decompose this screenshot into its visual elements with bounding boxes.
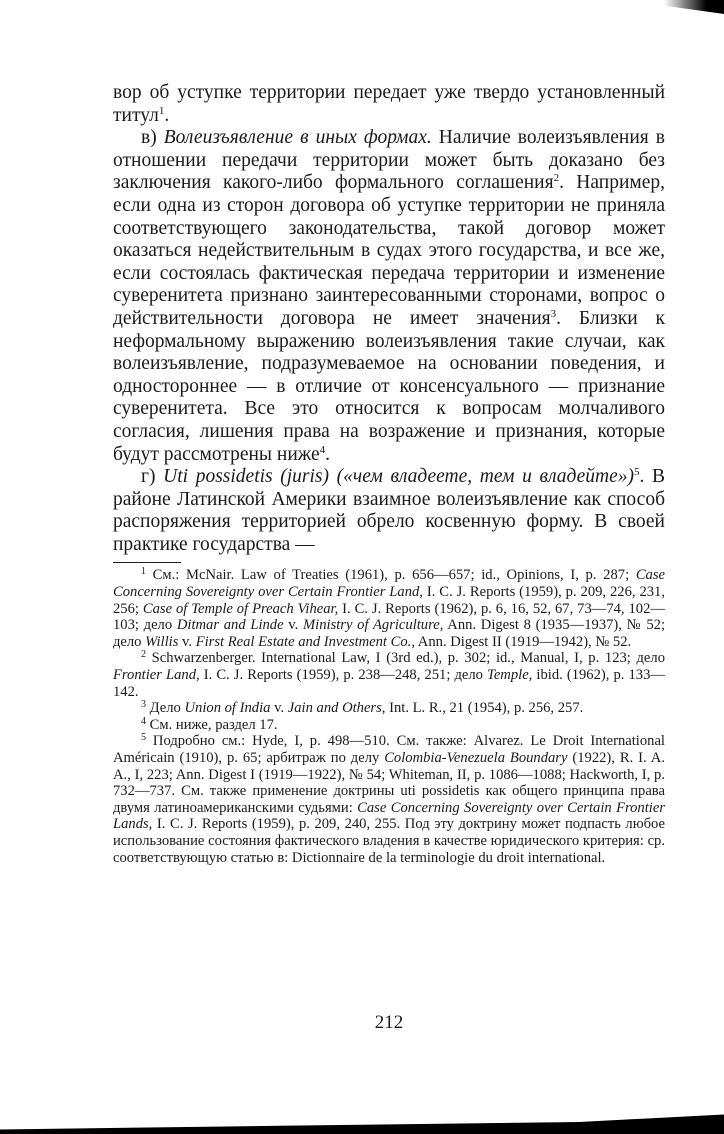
footnote-ref: 1 <box>158 104 165 117</box>
footnote-4: $^4$ См. ниже, раздел 17. <box>141 715 278 733</box>
page-number: 212 <box>374 1012 404 1033</box>
footnotes <box>113 567 665 866</box>
section-heading-v: Волеизъявление в иных формах. <box>163 127 432 149</box>
footnote-ref: 3 <box>550 307 557 320</box>
footnote-ref: 2 <box>553 172 560 185</box>
footnote-3: $^3$ Дело Union of India v. Jain and Others, Int. L. R., 21 (1954), p. 256, 257. <box>141 699 584 717</box>
scan-edge-bottom <box>0 1104 724 1134</box>
book-page <box>113 82 666 1033</box>
footnote-5: $^5$ Подробно см.: Hyde, I, p. 498—510. См. также: Alvarez. Le Droit International Américain (1910), p. 65; арбитраж по делу Colombia-Venezuela Boundary (1922), R. I. A. A., I, 223; Ann. Digest I (1919—1922), № 54; Whiteman, II, p. 1086—1088; Hackworth, I, p. 732—737. См. также применение доктрины uti possidetis как общего принципа права двумя латиноамериканскими судьями: Case Concerning Sovereignty over Certain Frontier Lands, I. C. J. Reports (1959), p. 209, 240, 255. Под эту доктрину может подпасть любое использование состояния фактического владения в качестве юридического критерия: ср. соответствующую статью в: Dictionnaire de la terminologie du droit international. <box>113 732 665 866</box>
scan-edge-top <box>664 0 724 14</box>
footnote-ref: 4 <box>319 443 326 456</box>
footnote-2: $^2$ Schwarzenberger. International Law, I (3rd ed.), p. 302; id., Manual, I, p. 123; дело Frontier Land, I. C. J. Reports (1959), p. 238—248, 251; дело Temple, ibid. (1962), p. 133—142. <box>113 649 665 700</box>
main-text <box>113 82 665 556</box>
paragraph-continuation: вор об уступке территории передает уже твердо установленный титул$^1$. <box>113 82 665 126</box>
footnote-ref: 5 <box>633 466 640 479</box>
footnote-1: $^1$ См.: McNair. Law of Treaties (1961), p. 656—657; id., Opinions, I, p. 287; Case Concerning Sovereignty over Certain Frontier Land, I. C. J. Reports (1959), p. 209, 226, 231, 256; Case of Temple of Preach Vihear, I. C. J. Reports (1962), p. 6, 16, 52, 67, 73—74, 102—103; дело Ditmar and Linde v. Ministry of Agriculture, Ann. Digest 8 (1935—1937), № 52; дело Willis v. First Real Estate and Investment Co., Ann. Digest II (1919—1942), № 52. <box>113 566 665 650</box>
section-heading-g: Uti possidetis (juris) («чем владеете, тем и владейте») <box>163 466 634 488</box>
paragraph-g: г) Uti possidetis (juris) («чем владеете, тем и владейте»)$^5$. В районе Латинской Америки взаимное волеизъявление как способ распоряжения территорией обрело косвенную форму. В своей практике государства — <box>113 466 665 555</box>
paragraph-v: в) Волеизъявление в иных формах. Наличие волеизъявления в отношении передачи территории может быть доказано без заключения какого-либо формального соглашения$^2$. Например, если одна из сторон договора об уступке территории не приняла соответствующего законодательства, такой договор может оказаться недействительным в судах этого государства, и все же, если состоялась фактическая передача территории и изменение суверенитета признано заинтересованными сторонами, вопрос о действительности договора не имеет значения$^3$. Близки к неформальному выражению волеизъявления такие случаи, как волеизъявление, подразумеваемое на основании поведения, и одностороннее — в отличие от консенсуального — признание суверенитета. Все это относится к вопросам молчаливого согласия, лишения права на возражение и признания, которые будут рассмотрены ниже$^4$. <box>113 127 666 465</box>
footnote-divider <box>113 562 181 563</box>
